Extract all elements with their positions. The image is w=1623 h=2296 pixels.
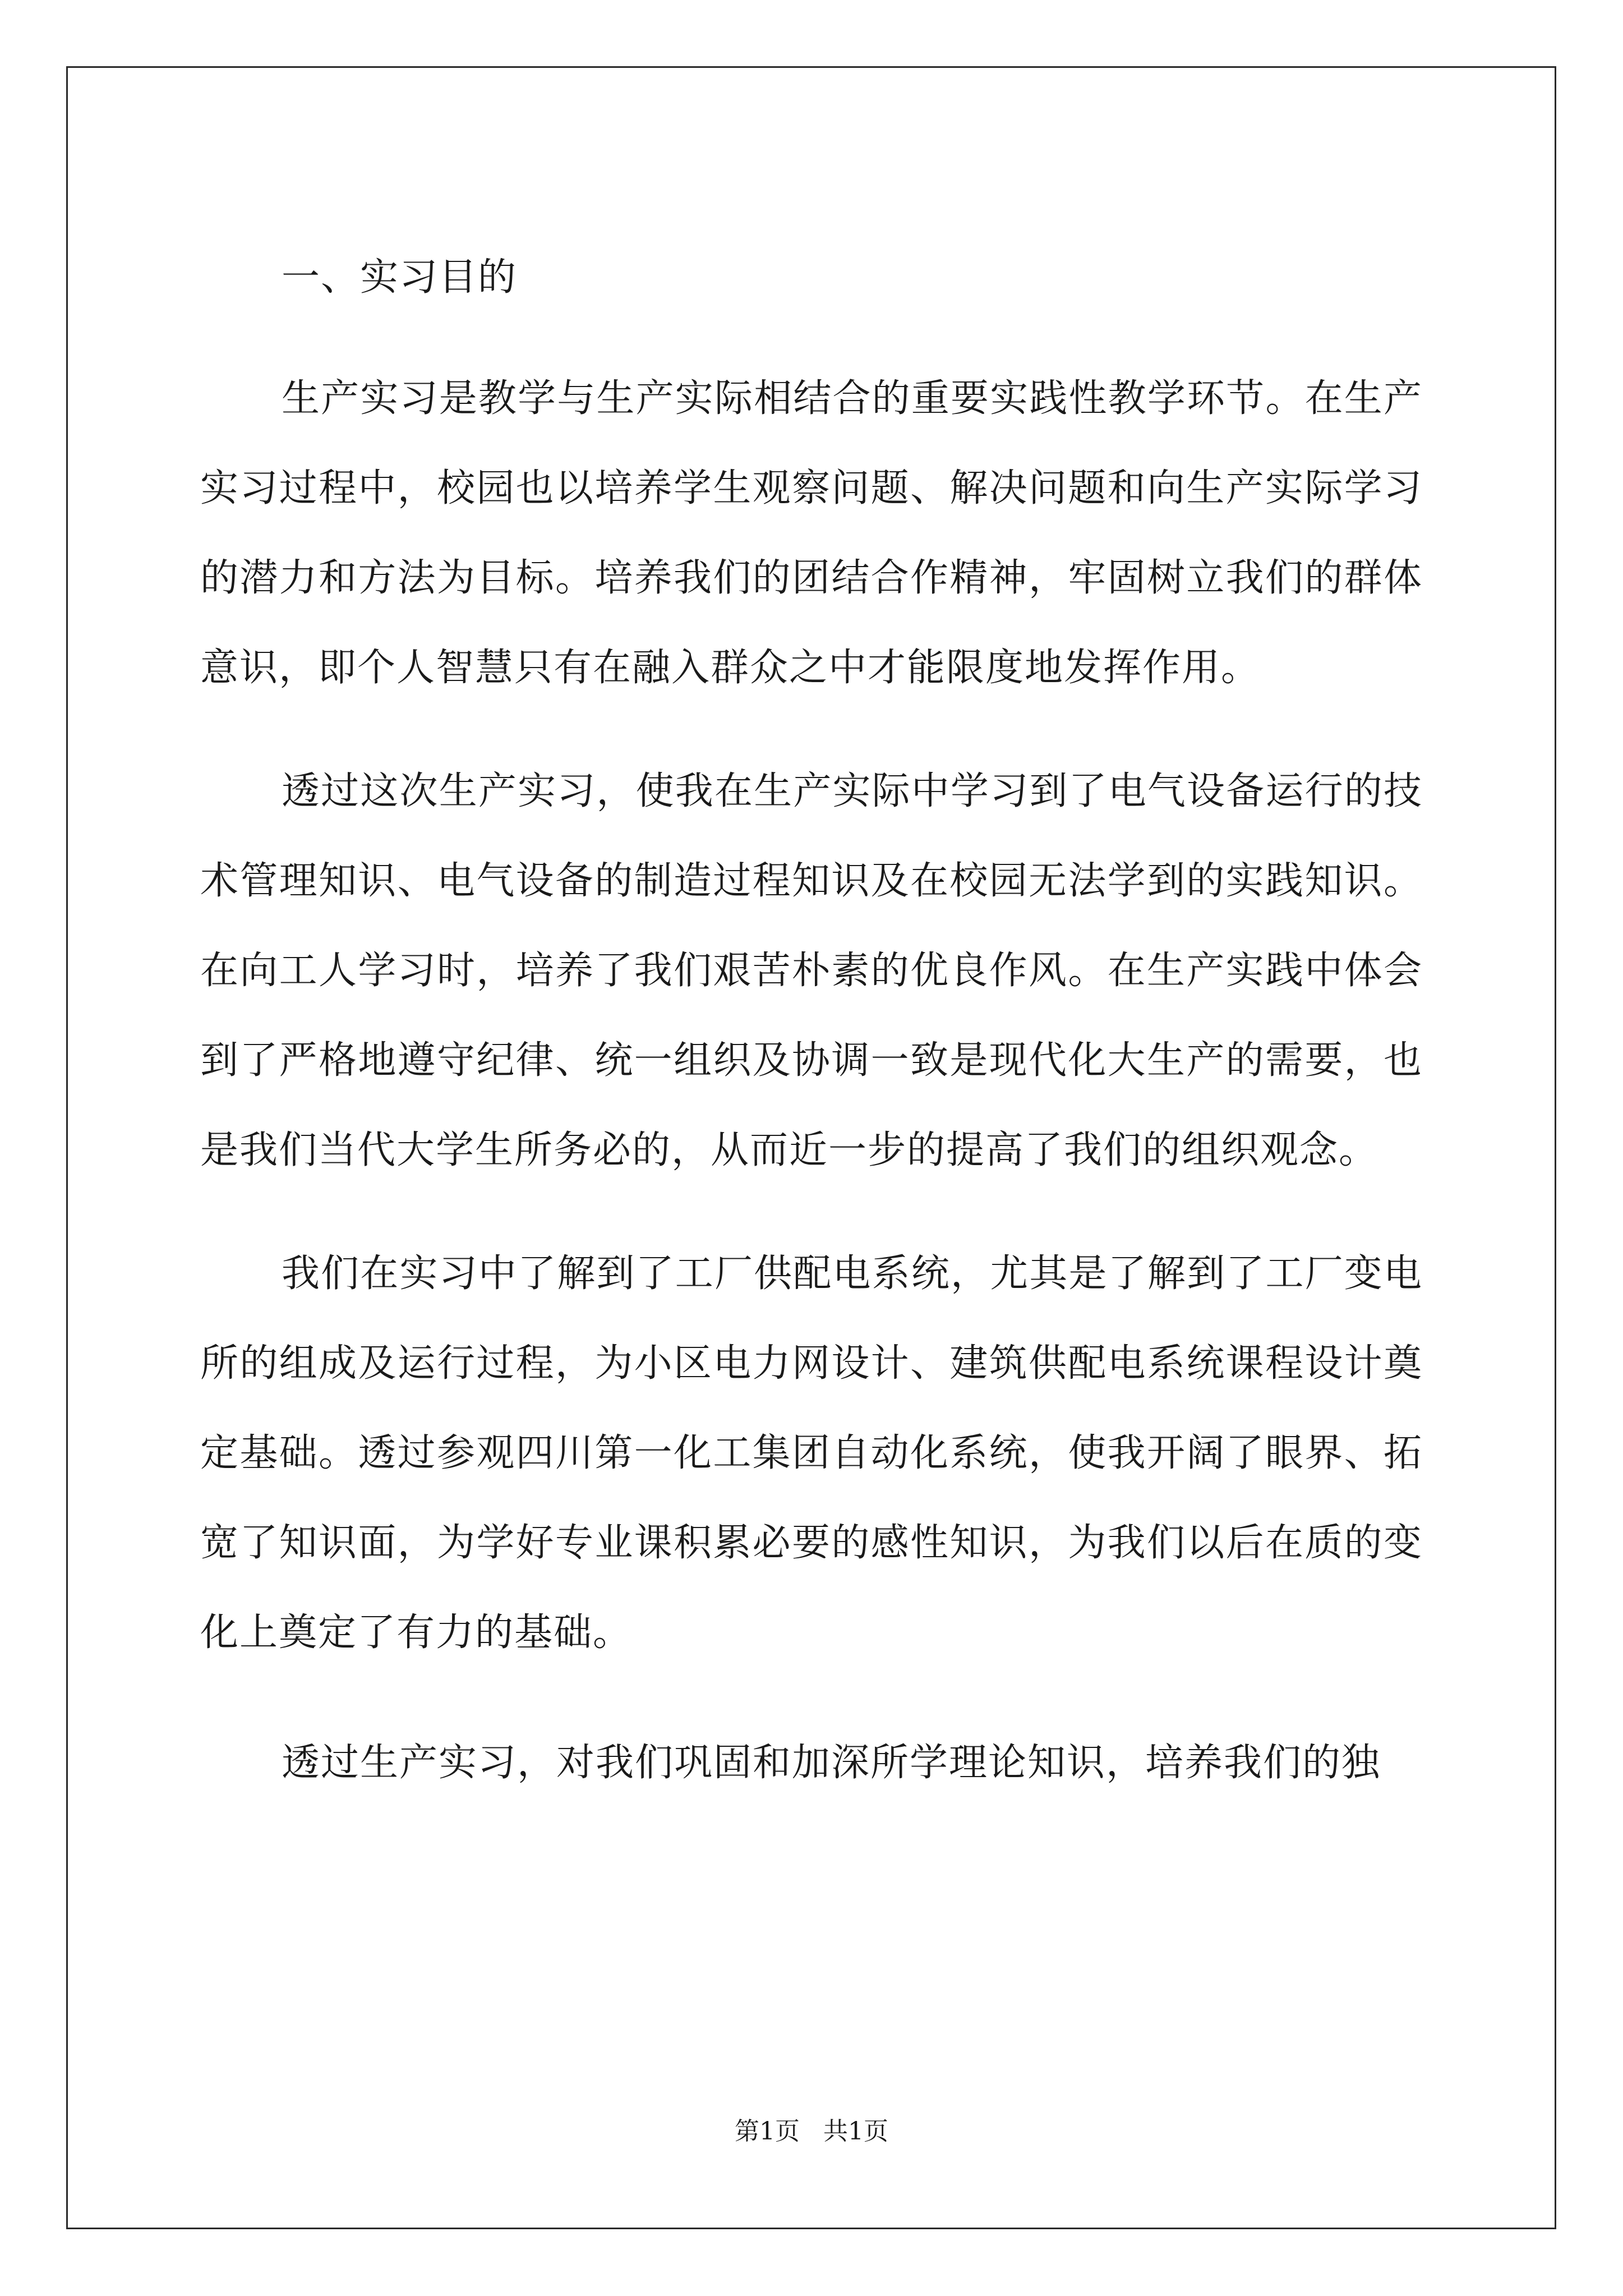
section-heading: 一、实习目的 xyxy=(282,255,518,300)
page-number: 第1页 xyxy=(735,2117,800,2146)
page-total: 共1页 xyxy=(823,2117,888,2146)
paragraph-4: 透过生产实习，对我们巩固和加深所学理论知识，培养我们的独 xyxy=(282,1741,1381,1785)
page-footer xyxy=(0,2115,1623,2148)
paragraph-1: 生产实习是教学与生产实际相结合的重要实践性教学环节。在生产实习过程中，校园也以培养学生观察问题、解决问题和向生产实际学习的潜力和方法为目标。培养我们的团结合作精神，牢固树立我们的群体意识，即个人智慧只有在融入群众之中才能限度地发挥作用。 xyxy=(200,376,1423,690)
paragraph-3: 我们在实习中了解到了工厂供配电系统，尤其是了解到了工厂变电所的组成及运行过程，为小区电力网设计、建筑供配电系统课程设计奠定基础。透过参观四川第一化工集团自动化系统，使我开阔了眼界、拓宽了知识面，为学好专业课积累必要的感性知识，为我们以后在质的变化上奠定了有力的基础。 xyxy=(200,1251,1423,1655)
document-body xyxy=(200,210,1423,1808)
paragraph-2: 透过这次生产实习，使我在生产实际中学习到了电气设备运行的技术管理知识、电气设备的制造过程知识及在校园无法学到的实践知识。在向工人学习时，培养了我们艰苦朴素的优良作风。在生产实践中体会到了严格地遵守纪律、统一组织及协调一致是现代化大生产的需要，也是我们当代大学生所务必的，从而近一步的提高了我们的组织观念。 xyxy=(200,769,1423,1172)
